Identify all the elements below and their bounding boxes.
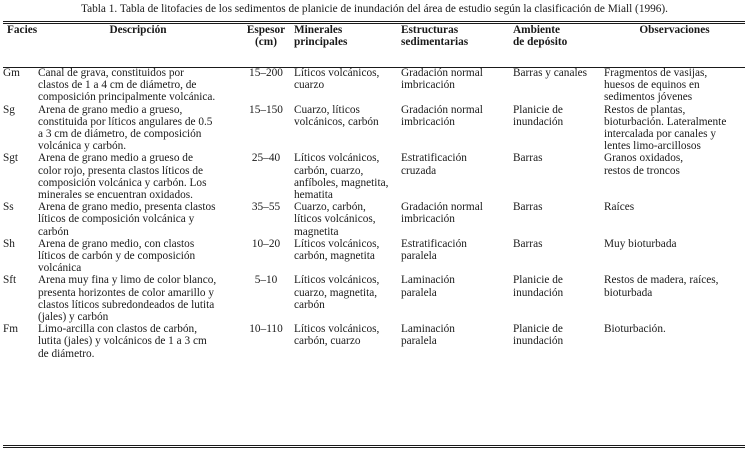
cell-observaciones [604, 238, 745, 275]
cell-descripcion [38, 323, 238, 360]
cell-line: Barras y canales [513, 67, 588, 79]
header-minerales: Minerales principales [294, 24, 348, 49]
cell-espesor: 25–40 [251, 152, 281, 165]
cell-minerales [294, 152, 401, 201]
cell-line: anfíboles, magnetita, [294, 176, 389, 189]
cell-line: Raíces [604, 201, 635, 214]
cell-observaciones [604, 104, 745, 153]
cell-ambiente [513, 238, 604, 275]
cell-estructuras [401, 238, 513, 275]
cell-line: cruzada [401, 164, 437, 177]
litofacies-table [3, 24, 745, 360]
cell-line: composición volcánica y carbón. Los [38, 176, 207, 189]
table-row [3, 152, 745, 201]
cell-espesor: 10–20 [251, 237, 281, 250]
cell-facies: Sh [3, 237, 15, 250]
cell-line: clastos de 1 a 4 cm de diámetro, de [38, 79, 197, 92]
cell-line: Gradación normal [401, 201, 483, 214]
cell-line: Líticos volcánicos, [294, 67, 380, 79]
cell-line: imbricación [401, 79, 455, 92]
cell-line: Canal de grava, constituidos por [38, 67, 184, 79]
cell-espesor: 35–55 [251, 201, 281, 214]
cell-espesor: 15–200 [249, 67, 283, 79]
cell-line: Laminación [401, 274, 455, 287]
cell-line: lentes limo-arcillosos [604, 140, 701, 153]
cell-line: cuarzo [294, 79, 325, 92]
header-descripcion: Descripción [109, 24, 167, 36]
cell-line: magnetita [294, 225, 339, 238]
cell-line: líticos volcánicos, [294, 213, 376, 226]
header-row [3, 24, 745, 67]
cell-minerales [294, 201, 401, 238]
cell-line: Planicie de [513, 103, 563, 116]
cell-line: bioturbación. Lateralmente [604, 115, 727, 128]
cell-descripcion [38, 152, 238, 201]
cell-line: imbricación [401, 213, 455, 226]
cell-line: Barras [513, 201, 543, 214]
cell-ambiente [513, 201, 604, 238]
cell-line: Líticos volcánicos, [294, 274, 380, 287]
cell-line: color rojo, presenta clastos líticos de [38, 164, 204, 177]
cell-line: lutita (jales) y volcánicos de 1 a 3 cm [38, 335, 207, 348]
cell-descripcion [38, 201, 238, 238]
cell-ambiente [513, 67, 604, 104]
cell-line: composición principalmente volcánica. [38, 91, 216, 104]
cell-observaciones [604, 201, 745, 238]
cell-line: huesos de equinos en [604, 79, 700, 92]
table-row [3, 238, 745, 275]
header-estructuras: Estructuras sedimentarias [401, 24, 469, 49]
cell-line: clastos líticos subredondeados de lutita [38, 298, 215, 311]
cell-line: intercalada por canales y [604, 128, 716, 141]
cell-line: Estratificación [401, 152, 467, 165]
cell-line: líticos de composición volcánica y [38, 213, 195, 226]
cell-line: a 3 cm de diámetro, de composición [38, 128, 202, 141]
cell-line: carbón [38, 225, 69, 238]
cell-line: Barras [513, 152, 543, 165]
cell-espesor: 15–150 [249, 103, 283, 116]
cell-line: Planicie de [513, 274, 563, 287]
cell-estructuras [401, 67, 513, 104]
cell-line: cuarzo, magnetita, [294, 286, 378, 299]
cell-line: bioturbada [604, 286, 653, 299]
cell-ambiente [513, 274, 604, 323]
cell-minerales [294, 238, 401, 275]
cell-line: Barras [513, 237, 543, 250]
cell-facies: Fm [3, 323, 19, 336]
cell-line: carbón, cuarzo [294, 335, 361, 348]
cell-line: Granos oxidados, [604, 152, 684, 165]
table-row [3, 274, 745, 323]
cell-line: Restos de madera, raíces, [604, 274, 719, 287]
cell-line: Líticos volcánicos, [294, 152, 380, 165]
top-rule [3, 21, 745, 22]
cell-observaciones [604, 152, 745, 201]
cell-descripcion [38, 67, 238, 104]
cell-facies: Sft [3, 274, 17, 287]
cell-observaciones [604, 67, 745, 104]
cell-observaciones [604, 274, 745, 323]
cell-line: Líticos volcánicos, [294, 237, 380, 250]
cell-line: Líticos volcánicos, [294, 323, 380, 336]
cell-line: Restos de plantas, [604, 103, 686, 116]
cell-line: paralela [401, 250, 437, 263]
cell-line: Fragmentos de vasijas, [604, 67, 708, 79]
cell-line: Limo-arcilla con clastos de carbón, [38, 323, 198, 336]
cell-line: (jales) y carbón [38, 311, 109, 324]
cell-line: carbón, cuarzo, [294, 164, 364, 177]
cell-line: carbón [294, 298, 325, 311]
cell-line: paralela [401, 335, 437, 348]
table-row [3, 323, 745, 360]
cell-facies: Sg [3, 103, 15, 116]
cell-line: Arena de grano medio, con clastos [38, 237, 195, 250]
cell-estructuras [401, 274, 513, 323]
cell-minerales [294, 104, 401, 153]
table-row [3, 201, 745, 238]
cell-line: Cuarzo, líticos [294, 103, 360, 116]
cell-minerales [294, 67, 401, 104]
cell-descripcion [38, 238, 238, 275]
cell-line: Laminación [401, 323, 455, 336]
table-row [3, 67, 745, 104]
cell-line: líticos de carbón y de composición [38, 250, 196, 263]
bottom-rule-double [3, 447, 745, 448]
cell-espesor: 5–10 [254, 274, 278, 287]
header-facies: Facies [7, 24, 38, 36]
cell-espesor: 10–110 [249, 323, 283, 336]
cell-descripcion [38, 104, 238, 153]
cell-line: Estratificación [401, 237, 467, 250]
cell-minerales [294, 274, 401, 323]
cell-line: carbón, magnetita [294, 250, 375, 263]
table-body [3, 67, 745, 360]
cell-line: Arena de grano medio a grueso de [38, 152, 193, 165]
cell-line: minerales se encuentran oxidados. [38, 189, 193, 202]
table-caption: Tabla 1. Tabla de litofacies de los sedimentos de planicie de inundación del área de estudio según la clasificación de Miall (1996). [80, 3, 669, 15]
cell-line: Cuarzo, carbón, [294, 201, 366, 214]
header-observaciones: Observaciones [639, 24, 710, 36]
bottom-rule [3, 445, 745, 446]
cell-line: volcánica y carbón. [38, 140, 127, 153]
header-ambiente: Ambiente de depósito [513, 24, 568, 49]
cell-line: inundación [513, 286, 564, 299]
cell-line: Bioturbación. [604, 323, 666, 336]
cell-line: presenta horizontes de color amarillo y [38, 286, 214, 299]
cell-ambiente [513, 152, 604, 201]
cell-line: Gradación normal [401, 103, 483, 116]
cell-line: volcánicos, carbón [294, 115, 379, 128]
cell-line: paralela [401, 286, 437, 299]
cell-line: de diámetro. [38, 347, 95, 360]
cell-line: volcánica [38, 262, 82, 275]
table-row [3, 104, 745, 153]
cell-line: Muy bioturbada [604, 237, 677, 250]
cell-line: imbricación [401, 115, 455, 128]
cell-minerales [294, 323, 401, 360]
cell-line: inundación [513, 115, 564, 128]
cell-facies: Ss [3, 201, 14, 214]
cell-line: Arena muy fina y limo de color blanco, [38, 274, 217, 287]
cell-line: hematita [294, 189, 333, 202]
cell-line: Planicie de [513, 323, 563, 336]
cell-line: Arena de grano medio, presenta clastos [38, 201, 216, 214]
header-espesor: Espesor (cm) [246, 24, 286, 49]
cell-line: sedimentos jóvenes [604, 91, 693, 104]
cell-line: Gradación normal [401, 67, 483, 79]
cell-estructuras [401, 201, 513, 238]
cell-line: constituida por líticos angulares de 0.5 [38, 115, 213, 128]
cell-estructuras [401, 104, 513, 153]
cell-estructuras [401, 323, 513, 360]
cell-ambiente [513, 104, 604, 153]
cell-estructuras [401, 152, 513, 201]
cell-line: restos de troncos [604, 164, 680, 177]
cell-line: inundación [513, 335, 564, 348]
cell-observaciones [604, 323, 745, 360]
cell-line: Arena de grano medio a grueso, [38, 103, 183, 116]
cell-ambiente [513, 323, 604, 360]
cell-descripcion [38, 274, 238, 323]
cell-facies: Gm [3, 67, 20, 79]
cell-facies: Sgt [3, 152, 19, 165]
